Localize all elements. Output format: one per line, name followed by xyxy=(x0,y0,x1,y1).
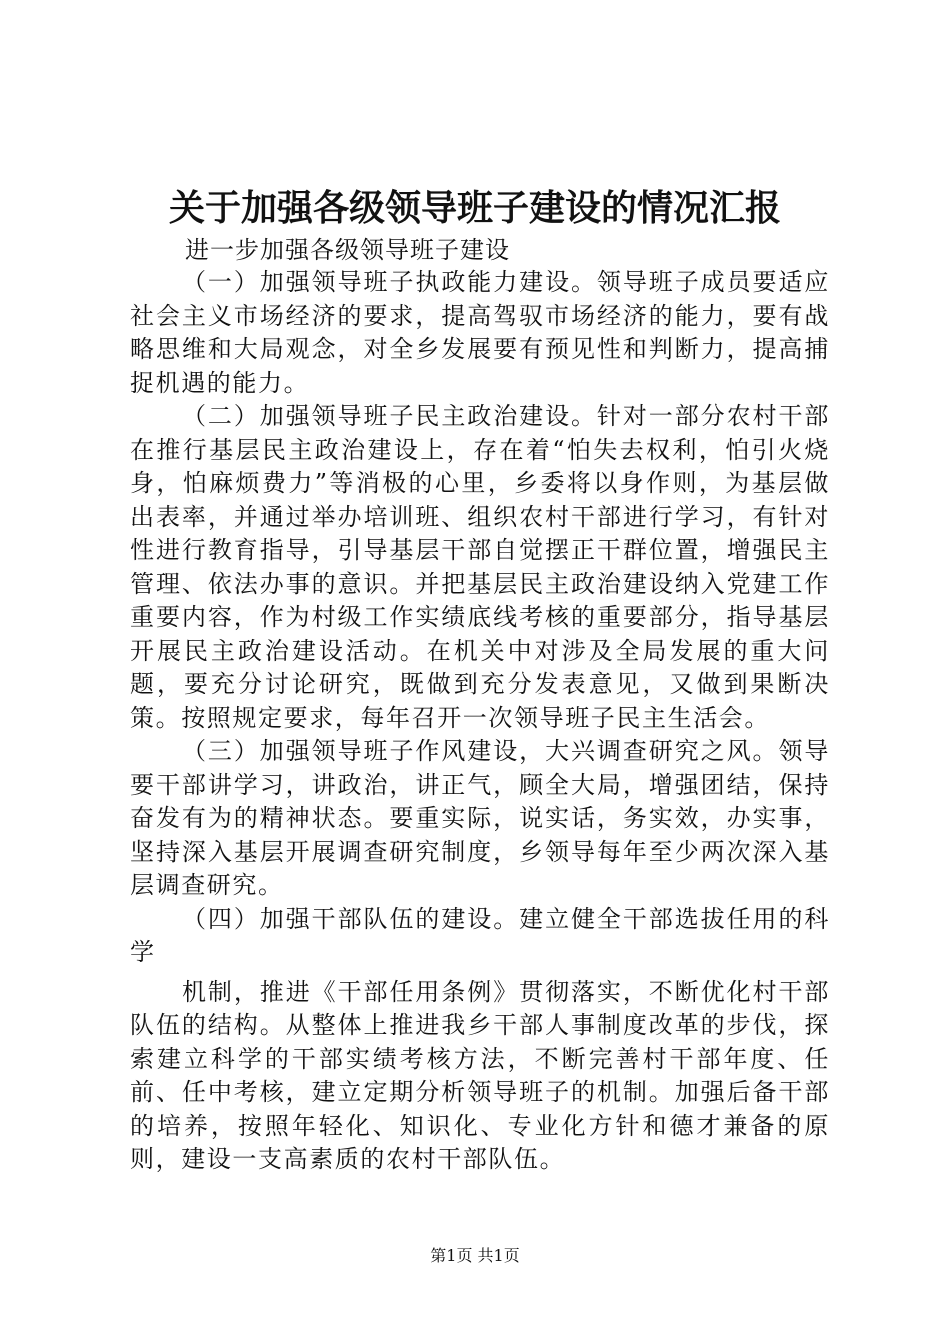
page-footer: 第1页 共1页 xyxy=(430,1246,520,1265)
document-subtitle: 进一步加强各级领导班子建设 xyxy=(185,236,510,264)
paragraph-5: 机制，推进《干部任用条例》贯彻落实，不断优化村干部队伍的结构。从整体上推进我乡干部人事制度改革的步伐，探索建立科学的干部实绩考核方法，不断完善村干部年度、任前、任中考核，建立定期分析领导班子的机制。加强后备干部的培养，按照年轻化、知识化、专业化方针和德才兼备的原则，建设一支高素质的农村干部队伍。 xyxy=(130,977,830,1173)
document-title: 关于加强各级领导班子建设的情况汇报 xyxy=(168,187,781,229)
paragraph-2: （二）加强领导班子民主政治建设。针对一部分农村干部在推行基层民主政治建设上，存在着“怕失去权利，怕引火烧身，怕麻烦费力”等消极的心里，乡委将以身作则，为基层做出表率，并通过举办培训班、组织农村干部进行学习，有针对性进行教育指导，引导基层干部自觉摆正干群位置，增强民主管理、依法办事的意识。并把基层民主政治建设纳入党建工作重要内容，作为村级工作实绩底线考核的重要部分，指导基层开展民主政治建设活动。在机关中对涉及全局发展的重大问题，要充分讨论研究，既做到充分发表意见，又做到果断决策。按照规定要求，每年召开一次领导班子民主生活会。 xyxy=(130,402,830,732)
paragraph-1: （一）加强领导班子执政能力建设。领导班子成员要适应社会主义市场经济的要求，提高驾驭市场经济的能力，要有战略思维和大局观念，对全乡发展要有预见性和判断力，提高捕捉机遇的能力。 xyxy=(130,268,830,397)
document-body xyxy=(130,266,830,1177)
paragraph-3: （三）加强领导班子作风建设，大兴调查研究之风。领导要干部讲学习，讲政治，讲正气，顾全大局，增强团结，保持奋发有为的精神状态。要重实际，说实话，务实效，办实事，坚持深入基层开展调查研究制度，乡领导每年至少两次深入基层调查研究。 xyxy=(130,737,830,899)
paragraph-4: （四）加强干部队伍的建设。建立健全干部选拔任用的科学 xyxy=(130,904,830,966)
